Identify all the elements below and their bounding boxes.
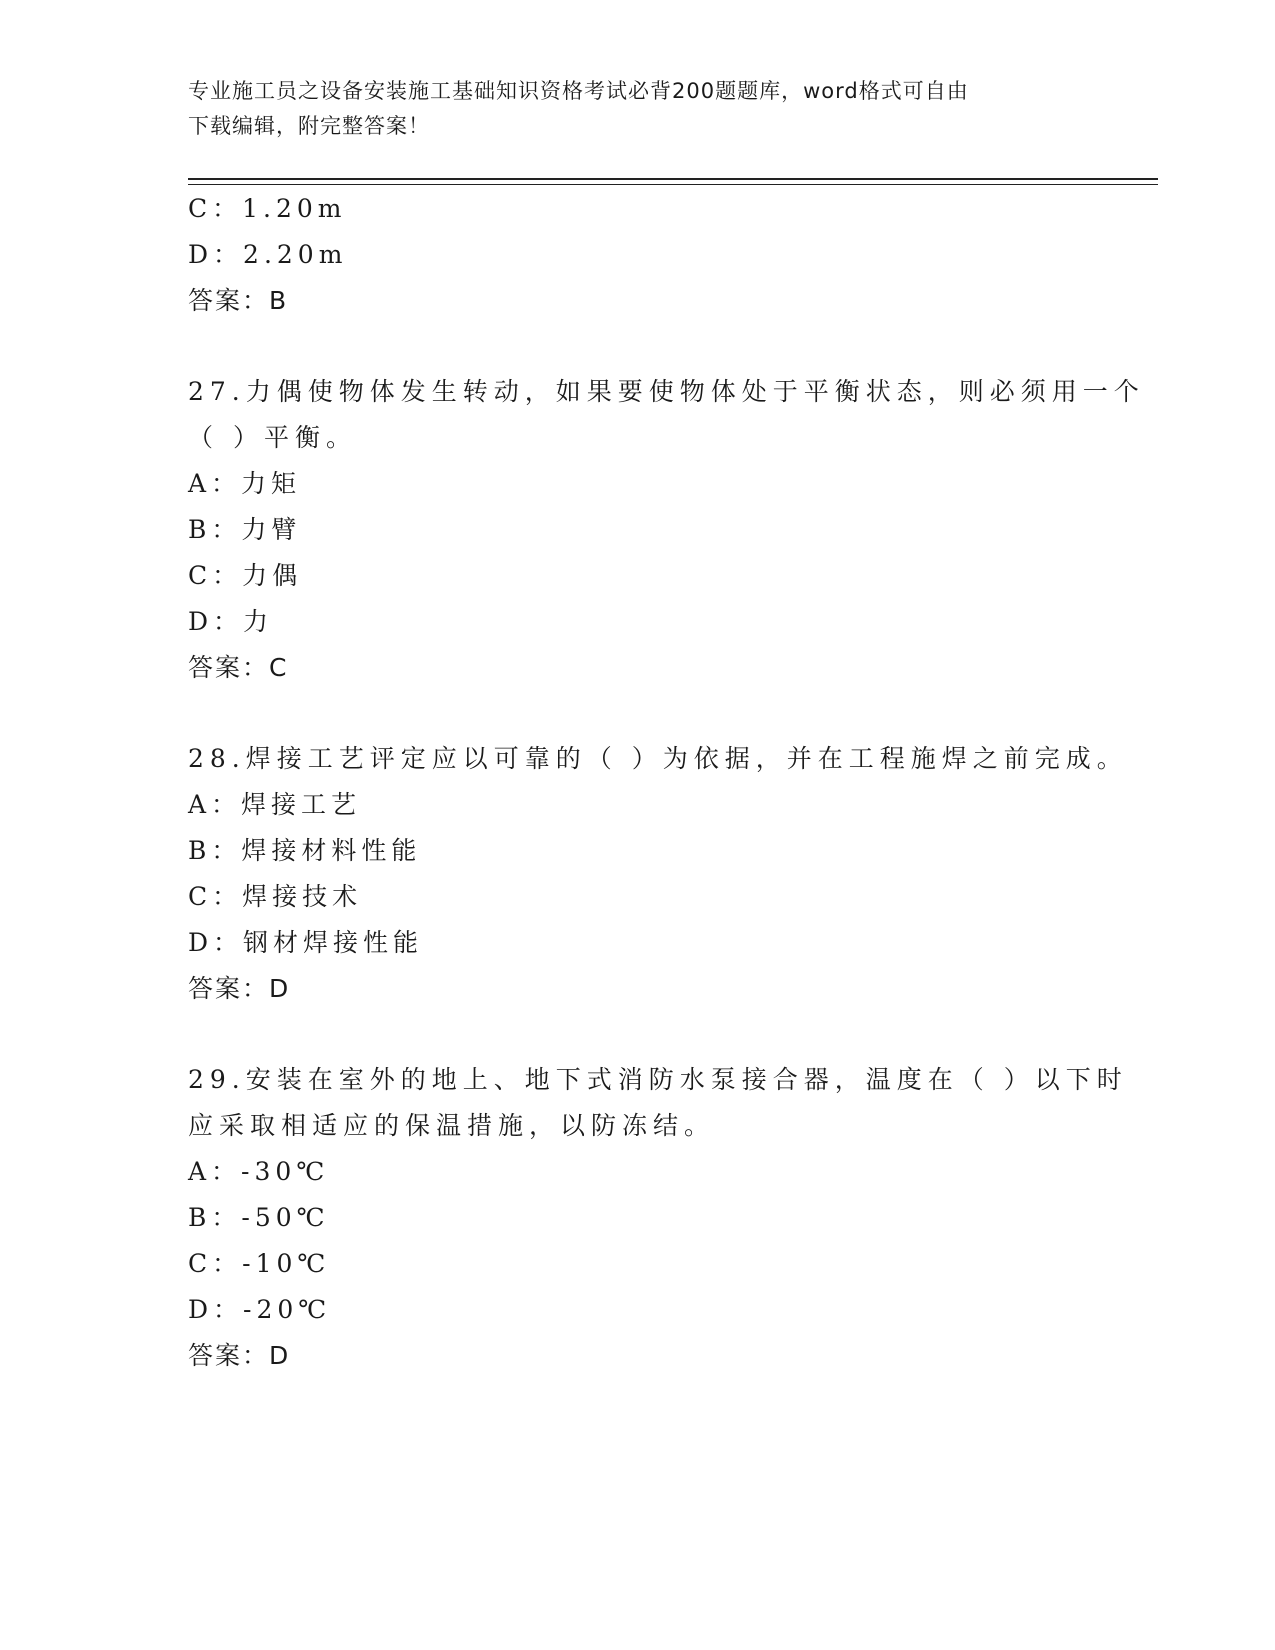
option-d: D：力 (188, 607, 274, 636)
option-a: A：-30℃ (188, 1157, 330, 1186)
answer: 答案：D (188, 1341, 291, 1370)
option-c: C：-10℃ (188, 1249, 331, 1278)
answer: 答案：C (188, 653, 289, 682)
option-a: A：焊接工艺 (188, 790, 362, 819)
option-c: C：焊接技术 (188, 882, 363, 911)
option-b: B：焊接材料性能 (188, 836, 422, 865)
question-27-line-2: （ ）平衡。 (188, 423, 357, 452)
header-line-1: 专业施工员之设备安装施工基础知识资格考试必背200题题库，word格式可自由 (188, 79, 969, 103)
question-29-line-1: 29.安装在室外的地上、地下式消防水泵接合器，温度在（ ）以下时 (188, 1065, 1128, 1094)
header-divider-thin (188, 184, 1158, 185)
header-divider-thick (188, 178, 1158, 180)
answer: 答案：D (188, 974, 291, 1003)
option-c: C：力偶 (188, 561, 303, 590)
option-a: A：力矩 (188, 469, 302, 498)
question-27-line-1: 27.力偶使物体发生转动，如果要使物体处于平衡状态，则必须用一个 (188, 377, 1145, 406)
option-b: B：-50℃ (188, 1203, 330, 1232)
option-d: D：-20℃ (188, 1295, 332, 1324)
option-d: D：钢材焊接性能 (188, 928, 424, 957)
header-line-2: 下载编辑，附完整答案！ (188, 114, 430, 138)
option-d: D：2.20m (188, 240, 348, 269)
option-b: B：力臂 (188, 515, 302, 544)
question-28-line-1: 28.焊接工艺评定应以可靠的（ ）为依据，并在工程施焊之前完成。 (188, 744, 1128, 773)
document-header (188, 74, 1088, 144)
answer: 答案：B (188, 286, 289, 315)
question-29-line-2: 应采取相适应的保温措施，以防冻结。 (188, 1111, 716, 1140)
option-c: C：1.20m (188, 194, 347, 223)
